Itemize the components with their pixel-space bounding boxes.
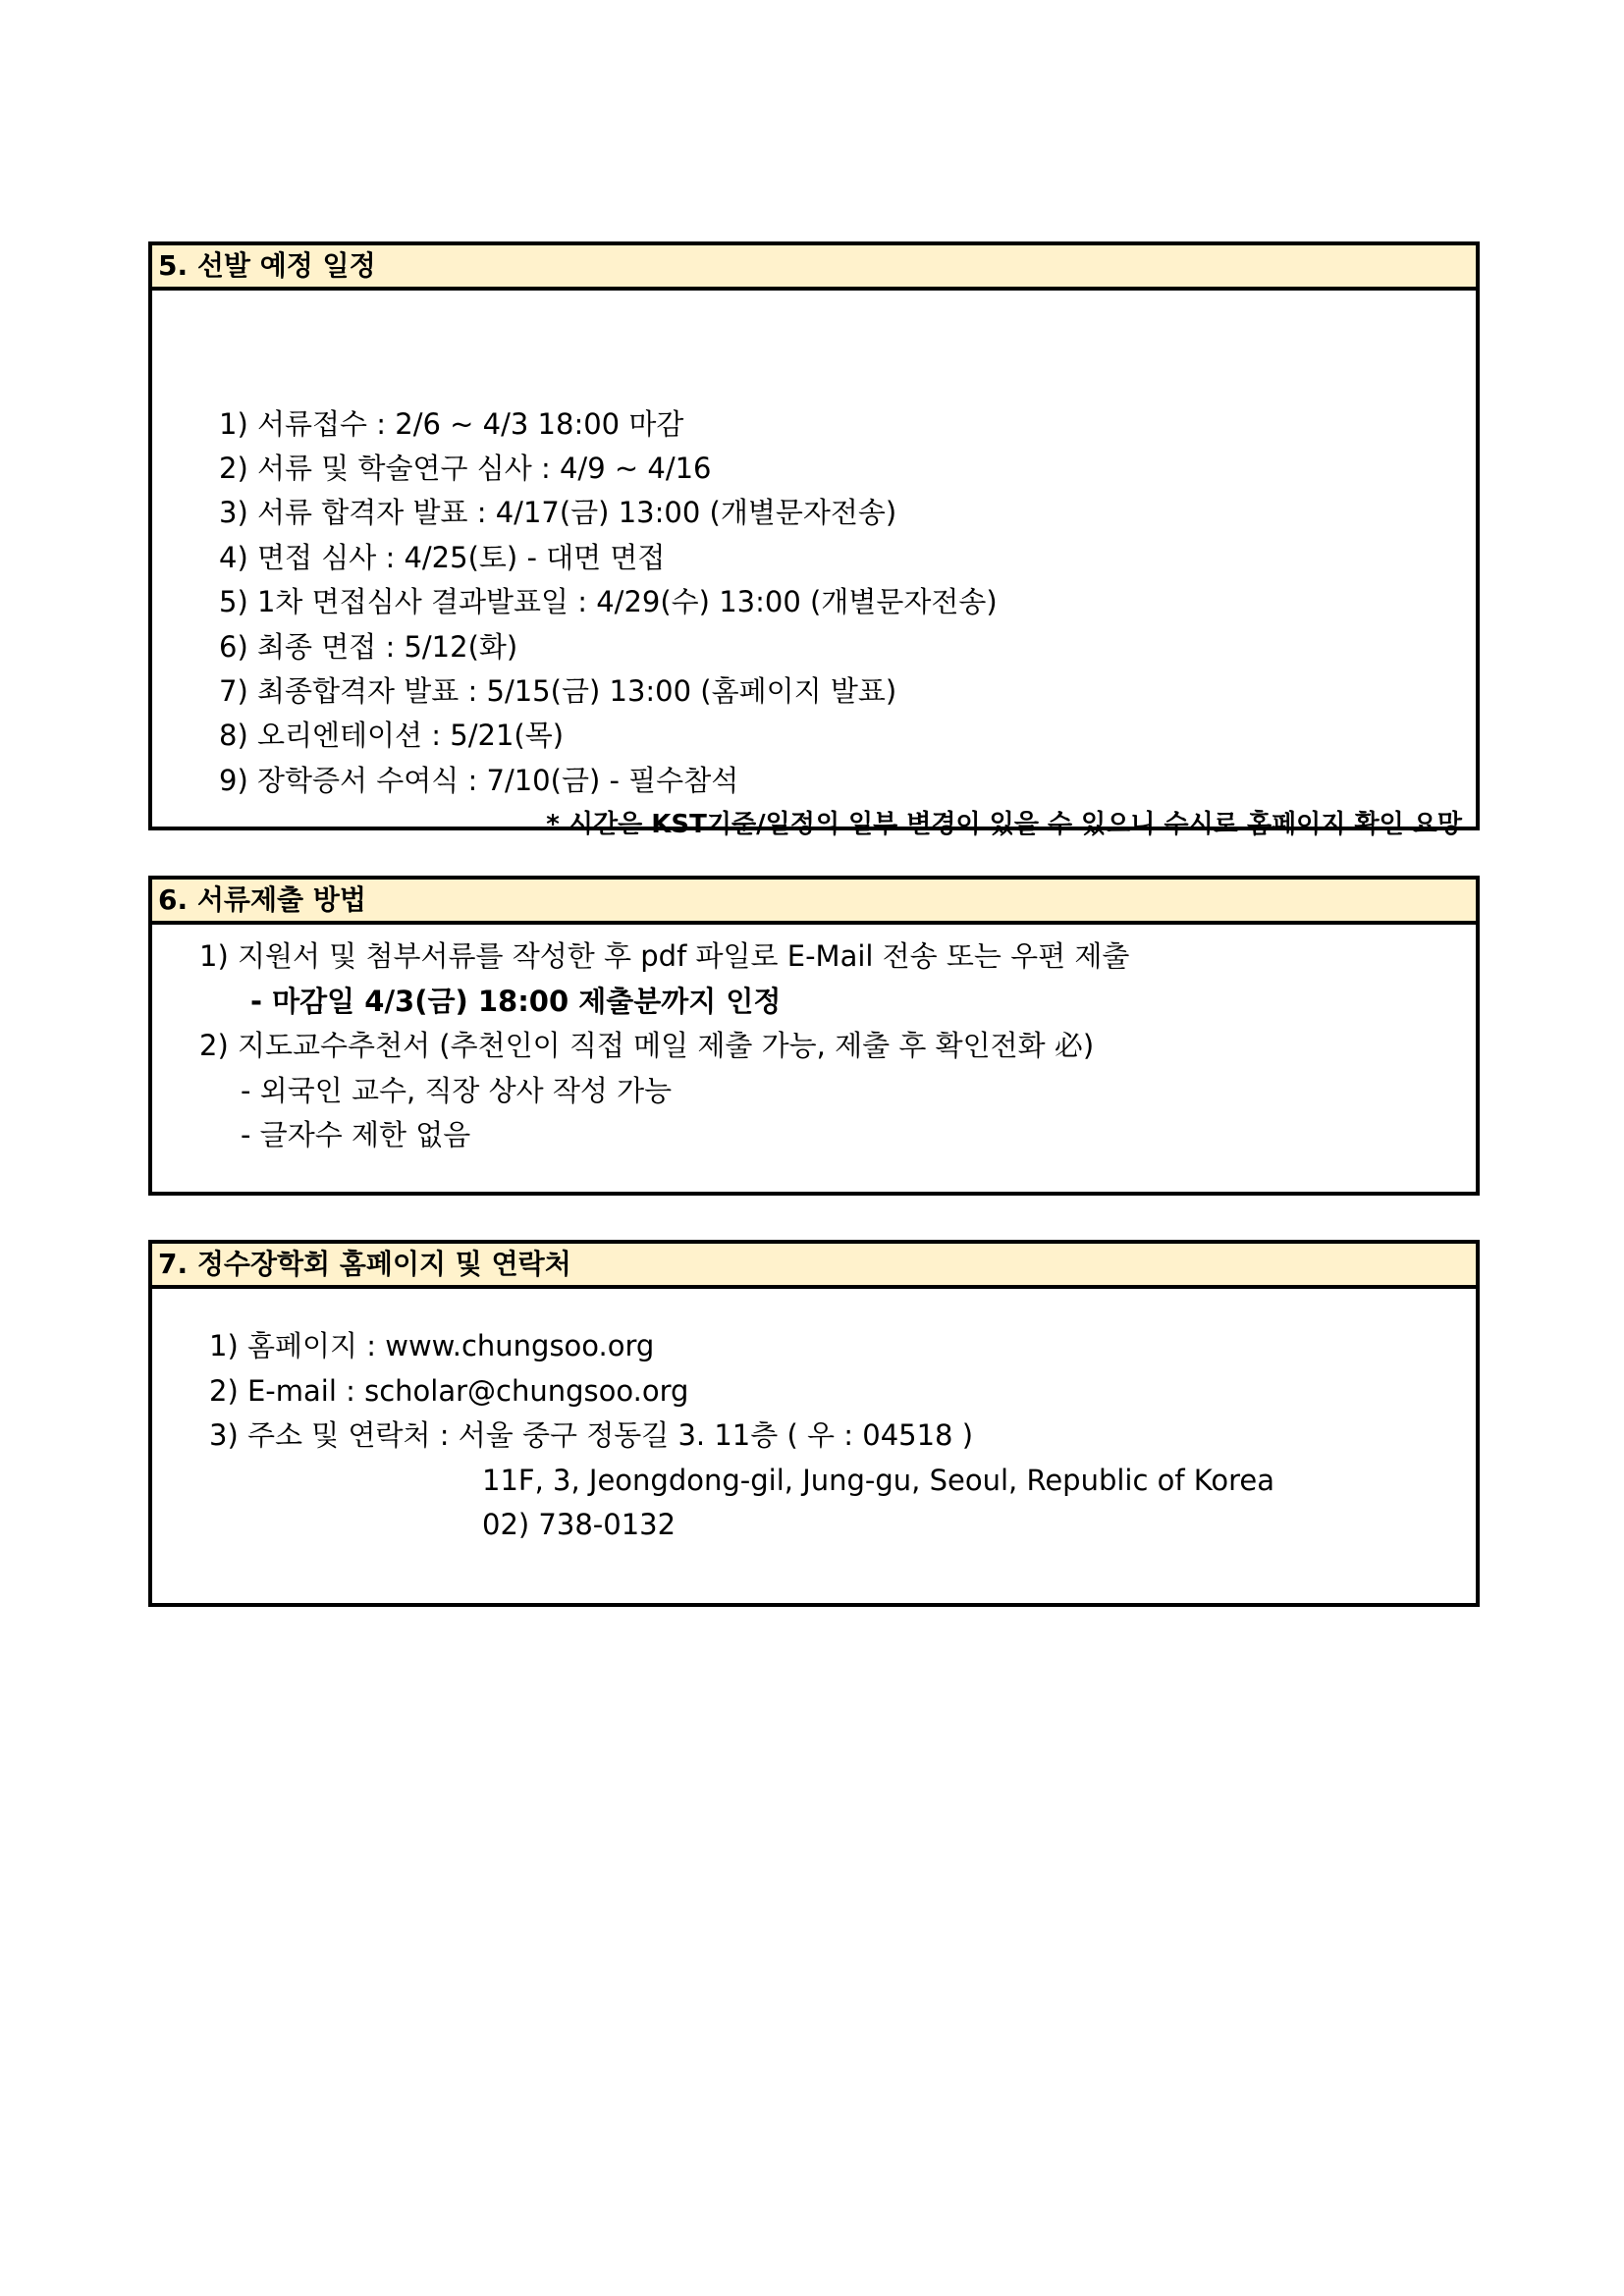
submission-line-2: 2) 지도교수추천서 (추천인이 직접 메일 제출 가능, 제출 후 확인전화 必)	[199, 1029, 1095, 1062]
contact-homepage: 1) 홈페이지 : www.chungsoo.org	[209, 1329, 655, 1362]
submission-section-title: 6. 서류제출 방법	[152, 880, 1476, 925]
contact-address: 3) 주소 및 연락처 : 서울 중구 정동길 3. 11층 ( 우 : 04518 )	[209, 1418, 974, 1452]
schedule-note: * 시간은 KST기준/일정의 일부 변경이 있을 수 있으니 수시로 홈페이지 확인 요망	[546, 810, 1462, 839]
contact-address-english: 11F, 3, Jeongdong-gil, Jung-gu, Seoul, Republic of Korea	[482, 1464, 1275, 1497]
schedule-section	[148, 241, 1480, 839]
schedule-item: 7) 최종합격자 발표 : 5/15(금) 13:00 (홈페이지 발표)	[219, 674, 897, 708]
submission-deadline: - 마감일 4/3(금) 18:00 제출분까지 인정	[250, 985, 782, 1018]
schedule-item: 9) 장학증서 수여식 : 7/10(금) - 필수참석	[219, 764, 739, 797]
contact-phone: 02) 738-0132	[482, 1508, 677, 1541]
submission-line-1: 1) 지원서 및 첨부서류를 작성한 후 pdf 파일로 E-Mail 전송 또는 우편 제출	[199, 939, 1130, 973]
schedule-item: 4) 면접 심사 : 4/25(토) - 대면 면접	[219, 541, 666, 574]
submission-sub-2: - 글자수 제한 없음	[241, 1118, 471, 1151]
schedule-item: 1) 서류접수 : 2/6 ~ 4/3 18:00 마감	[219, 407, 684, 441]
schedule-section-title: 5. 선발 예정 일정	[152, 245, 1476, 291]
submission-sub-1: - 외국인 교수, 직장 상사 작성 가능	[241, 1074, 673, 1107]
contact-section-title: 7. 정수장학회 홈페이지 및 연락처	[152, 1244, 1476, 1289]
contact-section	[148, 1240, 1480, 1607]
schedule-item: 5) 1차 면접심사 결과발표일 : 4/29(수) 13:00 (개별문자전송)	[219, 585, 998, 618]
schedule-item: 6) 최종 면접 : 5/12(화)	[219, 630, 518, 664]
submission-section	[148, 876, 1480, 1196]
schedule-item: 3) 서류 합격자 발표 : 4/17(금) 13:00 (개별문자전송)	[219, 496, 897, 529]
schedule-item: 2) 서류 및 학술연구 심사 : 4/9 ~ 4/16	[219, 452, 712, 485]
schedule-item: 8) 오리엔테이션 : 5/21(목)	[219, 719, 565, 752]
contact-email: 2) E-mail : scholar@chungsoo.org	[209, 1374, 689, 1408]
